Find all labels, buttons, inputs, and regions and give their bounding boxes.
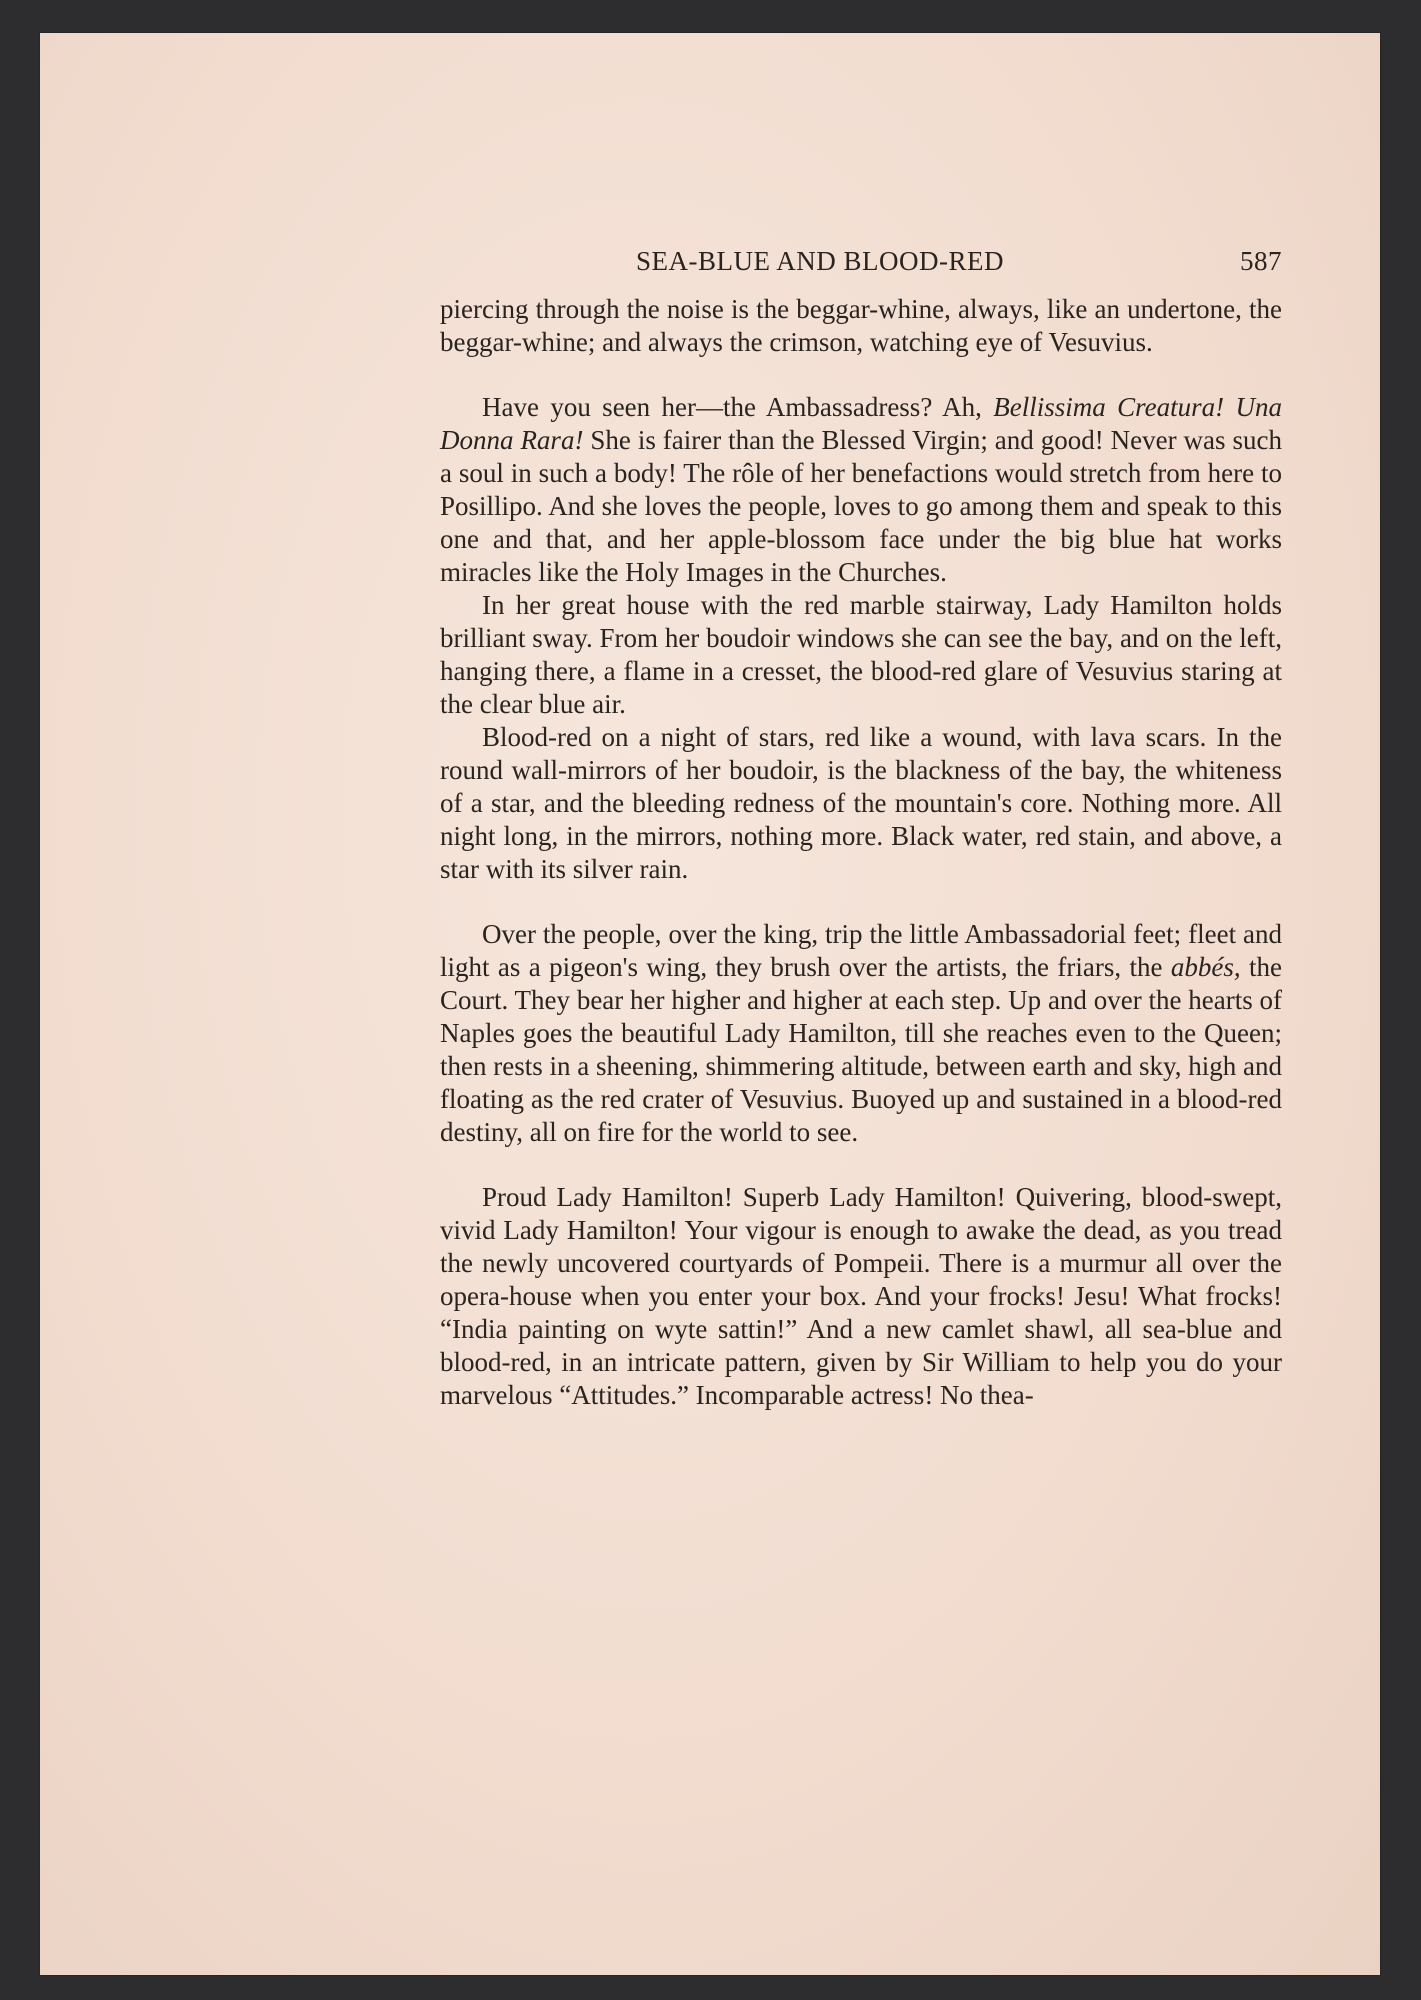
paragraph-5 — [440, 918, 1282, 1149]
paragraph-5-part-3: the Court. They bear her higher and higher at each step. Up and over the hearts of Naples goes the beautiful Lady Hamilton, till she reaches even to the Queen; then rests in a sheening, shimmering altitude, between earth and sky, high and floating as the red crater of Vesuvius. Buoyed up and sustained in a blood-red destiny, all on fire for the world to see. — [440, 952, 1282, 1147]
paragraph-5-italic-word: abbés, — [1170, 952, 1241, 982]
page-number: 587 — [1240, 246, 1282, 276]
page-header — [440, 245, 1282, 285]
paragraph-6: Proud Lady Hamilton! Superb Lady Hamilton! Quivering, blood-swept, vivid Lady Hamilton! Your vigour is enough to awake the dead, as you tread the newly uncovered courtyards of Pompeii. There is a murmur all over the opera-house when you enter your box. And your frocks! Jesu! What frocks! “India painting on wyte sattin!” And a new camlet shawl, all sea-blue and blood-red, in an intricate pattern, given by Sir William to help you do your marvelous “Attitudes.” Incomparable actress! No thea- — [440, 1182, 1282, 1410]
paragraph-4: Blood-red on a night of stars, red like a wound, with lava scars. In the round wall-mirrors of her boudoir, is the blackness of the bay, the whiteness of a star, and the bleeding redness of the mountain's core. Nothing more. All night long, in the mirrors, nothing more. Black water, red stain, and above, a star with its silver rain. — [440, 722, 1282, 884]
page-text-block — [440, 245, 1282, 1412]
running-head: SEA-BLUE AND BLOOD-RED — [636, 246, 1004, 276]
book-page — [40, 33, 1380, 1975]
paragraph-2-part-3: She is fairer than the Blessed Virgin; and good! Never was such a soul in such a body! The rôle of her benefactions would stretch from here to Posillipo. And she loves the people, loves to go among them and speak to this one and that, and her apple-blossom face under the big blue hat works miracles like the Holy Images in the Churches. — [440, 425, 1282, 587]
paragraph-2-part-1: Have you seen her—the Ambassadress? Ah, — [482, 392, 994, 422]
paragraph-1: piercing through the noise is the beggar-whine, always, like an undertone, the beggar-whine; and always the crimson, watching eye of Vesuvius. — [440, 294, 1282, 357]
paragraph-5-part-1: Over the people, over the king, trip the little Ambassadorial feet; fleet and light as a pigeon's wing, they brush over the artists, the friars, the — [440, 919, 1282, 982]
paragraph-2-italic-phrase: Bellissima Creatura! Una Donna Rara! — [440, 392, 1282, 455]
paragraph-3: In her great house with the red marble stairway, Lady Hamilton holds brilliant sway. From her boudoir windows she can see the bay, and on the left, hanging there, a flame in a cresset, the blood-red glare of Vesuvius staring at the clear blue air. — [440, 590, 1282, 719]
paragraph-2 — [440, 391, 1282, 589]
